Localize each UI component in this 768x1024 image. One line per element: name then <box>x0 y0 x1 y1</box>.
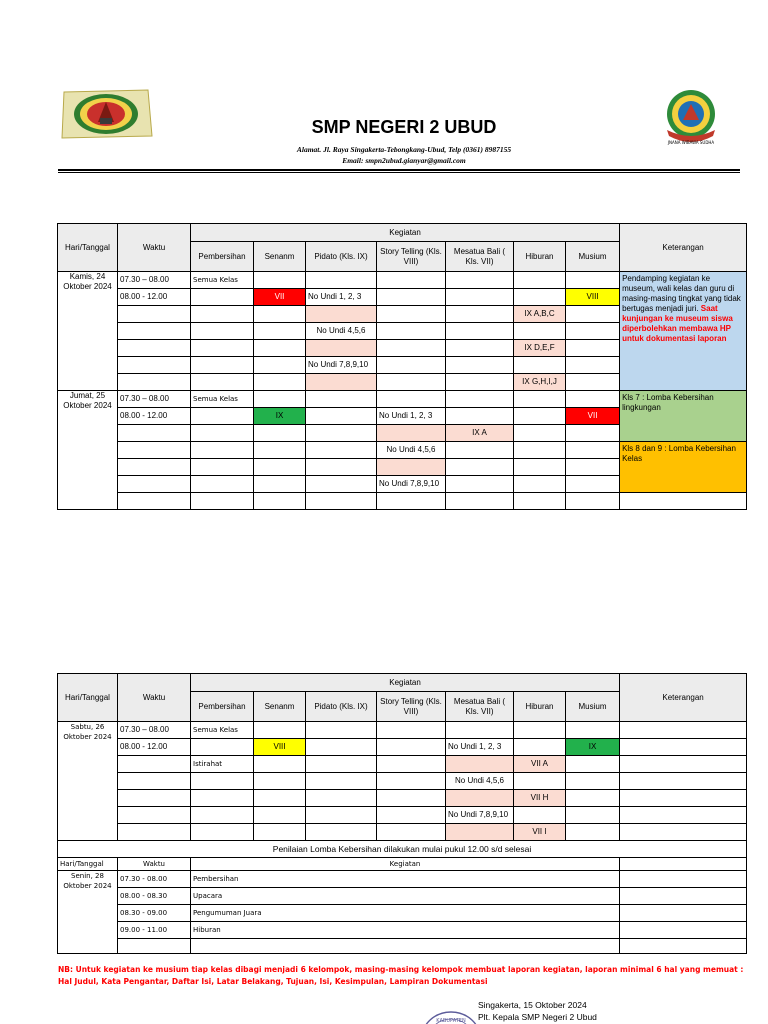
hiburan-cell: IX A <box>446 425 514 442</box>
mesatua-cell: No Undi 4,5,6 <box>446 773 514 790</box>
story-cell: No Undi 1, 2, 3 <box>377 408 446 425</box>
pembersihan-cell: Semua Kelas <box>191 722 254 739</box>
istirahat-cell: Istirahat <box>191 756 254 773</box>
hiburan-cell: VII A <box>514 756 566 773</box>
col-mesatua-bali: Mesatua Bali ( Kls. VII) <box>446 692 514 722</box>
header-hari: Hari/Tanggal <box>58 224 118 272</box>
mesatua-cell: No Undi 1, 2, 3 <box>446 739 514 756</box>
keterangan-day1 <box>620 272 747 391</box>
story-cell: No Undi 4,5,6 <box>377 442 446 459</box>
senam-cell: VIII <box>254 739 306 756</box>
header-kegiatan: Kegiatan <box>191 224 620 242</box>
schedule-table-1 <box>57 223 747 510</box>
seal-text: KABUPATEN <box>436 1018 466 1024</box>
col-senam: Senanm <box>254 692 306 722</box>
col-mesatua-bali: Mesatua Bali ( Kls. VII) <box>446 242 514 272</box>
school-name: SMP NEGERI 2 UBUD <box>311 117 497 137</box>
keterangan-kls89: Kls 8 dan 9 : Lomba Kebersihan Kelas <box>620 442 747 493</box>
musium-cell: IX <box>566 739 620 756</box>
penilaian-note: Penilaian Lomba Kebersihan dilakukan mulai pukul 12.00 s/d selesai <box>58 841 747 858</box>
col-story-telling: Story Telling (Kls. VIII) <box>377 242 446 272</box>
pembersihan-cell: Semua Kelas <box>191 272 254 289</box>
nb-note: NB: Untuk kegiatan ke musium tiap kelas dibagi menjadi 6 kelompok, masing-masing kelompok membuat laporan kegiatan, laporan minimal 6 hal yang memuat : Hal Judul, Kata Pengantar, Daftar Isi, Latar Belakang, Tujuan, Isi, Kesimpulan, Lampiran Dokumentasi <box>58 965 744 986</box>
col-pidato: Pidato (Kls. IX) <box>306 242 377 272</box>
header-waktu: Waktu <box>118 858 191 871</box>
col-musium: Musium <box>566 242 620 272</box>
logo-motto: JNANA WIBAWA SUDHA <box>667 140 715 145</box>
hiburan-cell: IX A,B,C <box>514 306 566 323</box>
header-hari: Hari/Tanggal <box>58 858 118 871</box>
col-pidato: Pidato (Kls. IX) <box>306 692 377 722</box>
col-pembersihan: Pembersihan <box>191 692 254 722</box>
hiburan-cell: VII I <box>514 824 566 841</box>
musium-cell: VIII <box>566 289 620 306</box>
time-cell: 08.00 - 12.00 <box>118 739 191 756</box>
official-seal <box>420 1008 482 1024</box>
keterangan-note: Pendamping kegiatan ke museum, wali kelas dan guru di masing-masing tingkat yang tidak bertugas menjadi juri. <box>622 274 741 313</box>
header-waktu: Waktu <box>118 674 191 722</box>
school-email: Email: smpn2ubud.gianyar@gmail.com <box>342 156 466 165</box>
date-senin: Senin, 28 Oktober 2024 <box>58 871 118 954</box>
header-kegiatan: Kegiatan <box>191 858 620 871</box>
header-keterangan: Keterangan <box>620 224 747 272</box>
hiburan-cell: IX D,E,F <box>514 340 566 357</box>
header-keterangan: Keterangan <box>620 674 747 722</box>
time-cell: 08.30 - 09.00 <box>118 905 191 922</box>
col-musium: Musium <box>566 692 620 722</box>
signature-title: Plt. Kepala SMP Negeri 2 Ubud <box>478 1012 597 1022</box>
header-kegiatan: Kegiatan <box>191 674 620 692</box>
col-senam: Senanm <box>254 242 306 272</box>
header-hari: Hari/Tanggal <box>58 674 118 722</box>
story-cell: No Undi 7,8,9,10 <box>377 476 446 493</box>
date-sabtu: Sabtu, 26 Oktober 2024 <box>58 722 118 841</box>
time-cell: 08.00 - 12.00 <box>118 289 191 306</box>
col-hiburan: Hiburan <box>514 692 566 722</box>
senam-cell: VII <box>254 289 306 306</box>
time-cell: 08.00 - 08.30 <box>118 888 191 905</box>
time-cell: 07.30 – 08.00 <box>118 391 191 408</box>
time-cell: 07.30 – 08.00 <box>118 272 191 289</box>
pidato-cell: No Undi 4,5,6 <box>306 323 377 340</box>
pidato-cell: No Undi 7,8,9,10 <box>306 357 377 374</box>
school-logo-right <box>655 86 727 150</box>
signature-place-date: Singakerta, 15 Oktober 2024 <box>478 1000 587 1010</box>
schedule-table-2 <box>57 673 747 954</box>
pidato-cell: No Undi 1, 2, 3 <box>306 289 377 306</box>
time-cell: 07.30 - 08.00 <box>118 871 191 888</box>
school-address: Alamat. Jl. Raya Singakerta-Tebongkang-Ubud, Telp (0361) 8987155 <box>296 145 512 154</box>
col-pembersihan: Pembersihan <box>191 242 254 272</box>
col-story-telling: Story Telling (Kls. VIII) <box>377 692 446 722</box>
date-jumat: Jumat, 25 Oktober 2024 <box>58 391 118 510</box>
header-rule-thin <box>58 172 740 173</box>
senam-cell: IX <box>254 408 306 425</box>
activity-cell: Hiburan <box>191 922 620 939</box>
musium-cell: VII <box>566 408 620 425</box>
hiburan-cell: VII H <box>514 790 566 807</box>
pembersihan-cell: Semua Kelas <box>191 391 254 408</box>
col-hiburan: Hiburan <box>514 242 566 272</box>
time-cell: 07.30 – 08.00 <box>118 722 191 739</box>
hiburan-cell: IX G,H,I,J <box>514 374 566 391</box>
header-rule <box>58 169 740 171</box>
time-cell: 08.00 - 12.00 <box>118 408 191 425</box>
keterangan-kls7: Kls 7 : Lomba Kebersihan lingkungan <box>620 391 747 442</box>
activity-cell: Pengumuman Juara <box>191 905 620 922</box>
header-waktu: Waktu <box>118 224 191 272</box>
activity-cell: Upacara <box>191 888 620 905</box>
activity-cell: Pembersihan <box>191 871 620 888</box>
date-kamis: Kamis, 24 Oktober 2024 <box>58 272 118 391</box>
time-cell: 09.00 - 11.00 <box>118 922 191 939</box>
mesatua-cell: No Undi 7,8,9,10 <box>446 807 514 824</box>
keterangan-warning: Saat kunjungan ke museum siswa diperbolehkan membawa HP untuk dokumentasi laporan <box>622 304 733 343</box>
